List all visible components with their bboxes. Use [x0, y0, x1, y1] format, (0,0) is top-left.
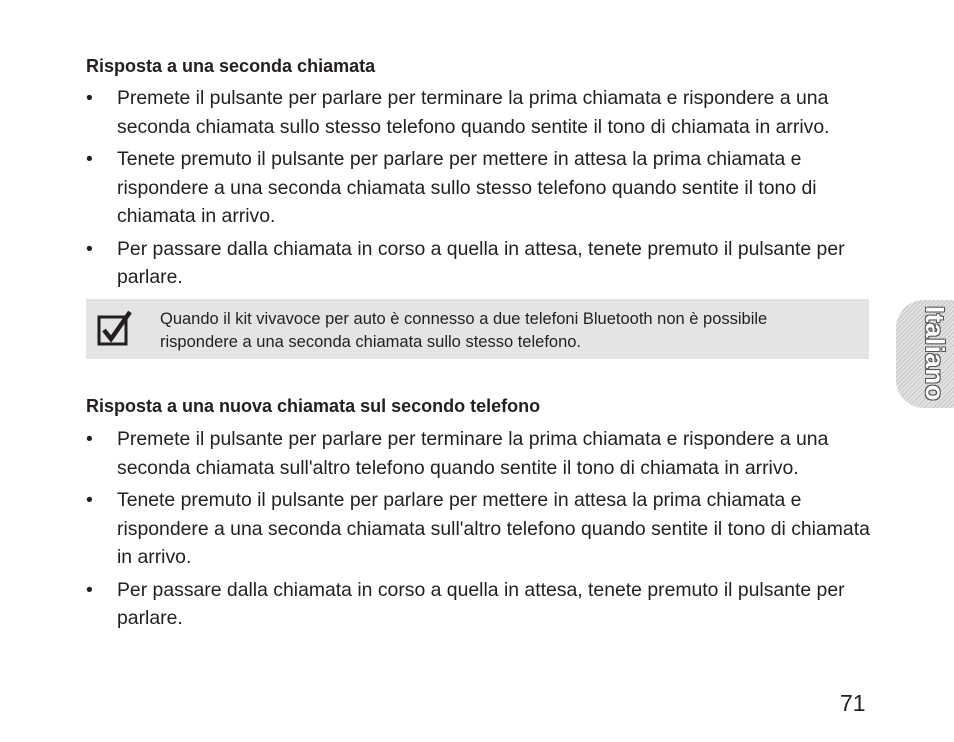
list-item	[86, 576, 876, 633]
list-item-text: Premete il pulsante per parlare per terminare la prima chiamata e rispondere a una seconda chiamata sull'altro telefono quando sentite il tono di chiamata in arrivo.	[117, 428, 829, 479]
list-item	[86, 486, 876, 572]
note-text: Quando il kit vivavoce per auto è connesso a due telefoni Bluetooth non è possibile rispondere a una seconda chiamata sullo stesso telefono.	[160, 310, 768, 351]
bullet-list-second-call	[86, 84, 876, 296]
list-item	[86, 145, 876, 231]
list-item-text: Premete il pulsante per parlare per terminare la prima chiamata e rispondere a una seconda chiamata sullo stesso telefono quando sentite il tono di chiamata in arrivo.	[117, 87, 830, 138]
list-item	[86, 84, 876, 141]
language-tab-label: Italiano	[920, 306, 950, 402]
section-title-second-phone: Risposta a una nuova chiamata sul secondo telefono	[86, 396, 541, 416]
bullet-icon: •	[86, 237, 93, 260]
language-tab	[896, 300, 954, 408]
list-item	[86, 425, 876, 482]
section-title-second-call: Risposta a una seconda chiamata	[86, 56, 376, 76]
bullet-icon: •	[86, 578, 93, 601]
bullet-icon: •	[86, 489, 93, 511]
list-item	[86, 235, 876, 292]
bullet-icon: •	[86, 87, 93, 109]
bullet-icon: •	[86, 148, 93, 170]
bullet-icon: •	[86, 428, 93, 450]
list-item-text: Per passare dalla chiamata in corso a quella in attesa, tenete premuto il pulsante per parlare.	[117, 237, 845, 288]
list-item-text: Per passare dalla chiamata in corso a quella in attesa, tenete premuto il pulsante per parlare.	[117, 578, 845, 629]
bullet-list-second-phone	[86, 425, 876, 637]
checkbox-icon	[96, 310, 134, 348]
list-item-text: Tenete premuto il pulsante per parlare per mettere in attesa la prima chiamata e rispondere a una seconda chiamata sull'altro telefono quando sentite il tono di chiamata in arrivo.	[117, 489, 870, 568]
page-number: 71	[840, 690, 866, 716]
note-box	[86, 299, 869, 359]
list-item-text: Tenete premuto il pulsante per parlare per mettere in attesa la prima chiamata e rispondere a una seconda chiamata sullo stesso telefono quando sentite il tono di chiamata in arrivo.	[117, 148, 817, 227]
